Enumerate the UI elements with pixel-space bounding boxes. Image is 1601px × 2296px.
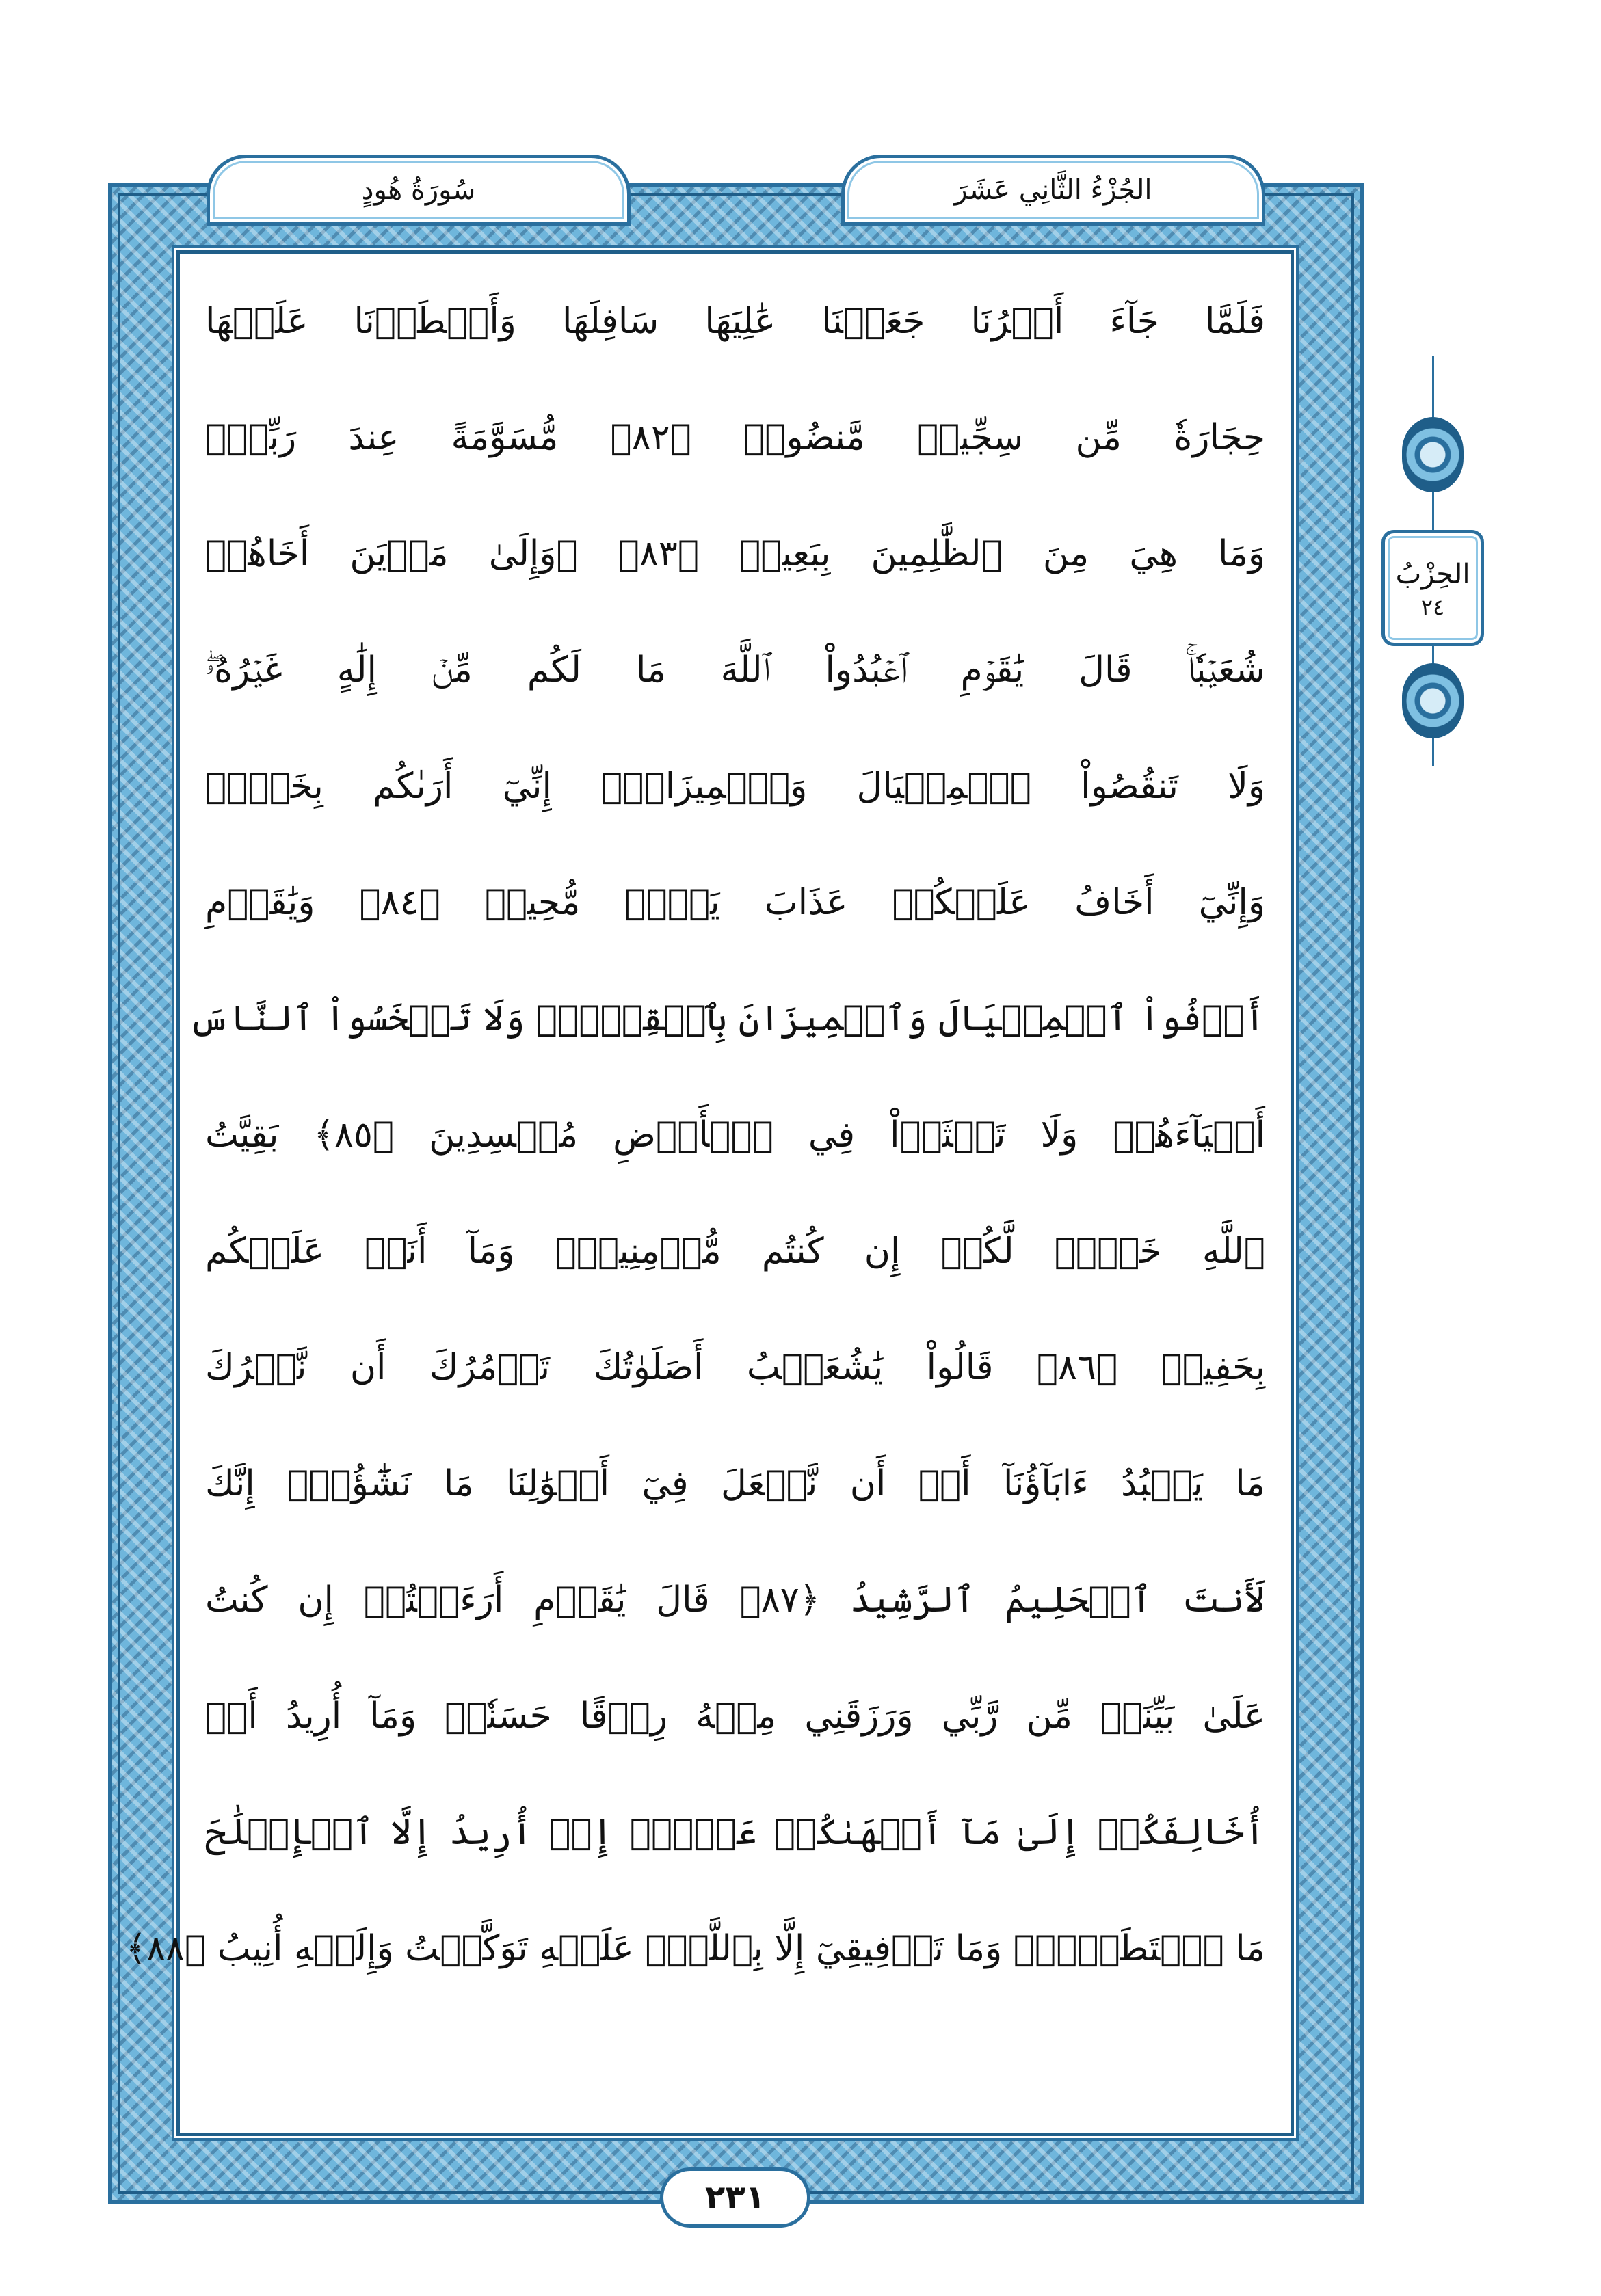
hizb-label: الحِزْبُ: [1395, 559, 1470, 590]
verse-line: عَلَىٰ بَيِّنَةٖ مِّن رَّبِّي وَرَزَقَنِي مِنۡهُ رِزۡقًا حَسَنٗاۚ وَمَآ أُرِيدُ أَنۡ: [205, 1696, 1265, 1737]
verse-line: فَلَمَّا جَآءَ أَمۡرُنَا جَعَلۡنَا عَٰلِيَهَا سَافِلَهَا وَأَمۡطَرۡنَا عَلَيۡهَا: [205, 301, 1265, 342]
verse-line: شُعَيۡبٗاۚ قَالَ يَٰقَوۡمِ ٱعۡبُدُواْ ٱللَّهَ مَا لَكُم مِّنۡ إِلَٰهٍ غَيۡرُهُۥۖ: [205, 650, 1265, 691]
verse-line: حِجَارَةٗ مِّن سِجِّيلٖ مَّنضُودٖ ﴿٨٢﴾ مُّسَوَّمَةً عِندَ رَبِّكَۖ: [205, 417, 1265, 458]
verse-line: وَمَا هِيَ مِنَ ٱلظَّٰلِمِينَ بِبَعِيدٖ ﴿٨٣﴾ ۞وَإِلَىٰ مَدۡيَنَ أَخَاهُمۡ: [205, 533, 1265, 574]
rosette-icon: [1402, 417, 1464, 492]
verse-line: أُخَالِفَكُمۡ إِلَىٰ مَآ أَنۡهَىٰكُمۡ عَنۡهُۚ إِنۡ أُرِيدُ إِلَّا ٱلۡإِصۡلَٰحَ: [205, 1812, 1265, 1853]
verse-line: مَا يَعۡبُدُ ءَابَآؤُنَآ أَوۡ أَن نَّفۡعَلَ فِيٓ أَمۡوَٰلِنَا مَا نَشَٰٓؤُاْۖ إِنَّكَ: [205, 1463, 1265, 1504]
rosette-icon: [1402, 663, 1464, 738]
verse-text: [125, 280, 1265, 2126]
hizb-marker: [1375, 356, 1491, 766]
verse-line: وَإِنِّيٓ أَخَافُ عَلَيۡكُمۡ عَذَابَ يَوۡمٖ مُّحِيطٖ ﴿٨٤﴾ وَيَٰقَوۡمِ: [205, 882, 1265, 923]
verse-line: مَا ٱسۡتَطَعۡتُۚ وَمَا تَوۡفِيقِيٓ إِلَّا بِٱللَّهِۚ عَلَيۡهِ تَوَكَّلۡتُ وَإِلَيۡهِ أُنِيبُ ﴿٨٨﴾: [125, 1928, 1265, 1969]
verse-line: أَشۡيَآءَهُمۡ وَلَا تَعۡثَوۡاْ فِي ٱلۡأَرۡضِ مُفۡسِدِينَ ﴿٨٥﴾ بَقِيَّتُ: [205, 1114, 1265, 1156]
page-number-text: ٢٣١: [705, 2178, 765, 2217]
page-number: [660, 2167, 810, 2228]
juz-name-tab: [841, 155, 1265, 226]
verse-line: بِحَفِيظٖ ﴿٨٦﴾ قَالُواْ يَٰشُعَيۡبُ أَصَلَوٰتُكَ تَأۡمُرُكَ أَن نَّتۡرُكَ: [205, 1347, 1265, 1388]
verse-line: أَوۡفُواْ ٱلۡمِكۡيَالَ وَٱلۡمِيزَانَ بِٱلۡقِسۡطِۖ وَلَا تَبۡخَسُواْ ٱلنَّاسَ: [188, 998, 1265, 1039]
verse-line: لَأَنتَ ٱلۡحَلِيمُ ٱلرَّشِيدُ ﴿٨٧﴾ قَالَ يَٰقَوۡمِ أَرَءَيۡتُمۡ إِن كُنتُ: [205, 1579, 1265, 1620]
verse-line: ٱللَّهِ خَيۡرٞ لَّكُمۡ إِن كُنتُم مُّؤۡمِنِينَۚ وَمَآ أَنَا۠ عَلَيۡكُم: [205, 1231, 1265, 1272]
juz-name: الجُزْءُ الثَّانِي عَشَرَ: [954, 174, 1152, 206]
hizb-box: [1381, 530, 1484, 646]
hizb-number: ٢٤: [1420, 594, 1445, 620]
surah-name-tab: [207, 155, 631, 226]
verse-line: وَلَا تَنقُصُواْ ٱلۡمِكۡيَالَ وَٱلۡمِيزَانَۖ إِنِّيٓ أَرَىٰكُم بِخَيۡرٖ: [205, 766, 1265, 807]
surah-name: سُورَةُ هُودٍ: [361, 174, 476, 206]
